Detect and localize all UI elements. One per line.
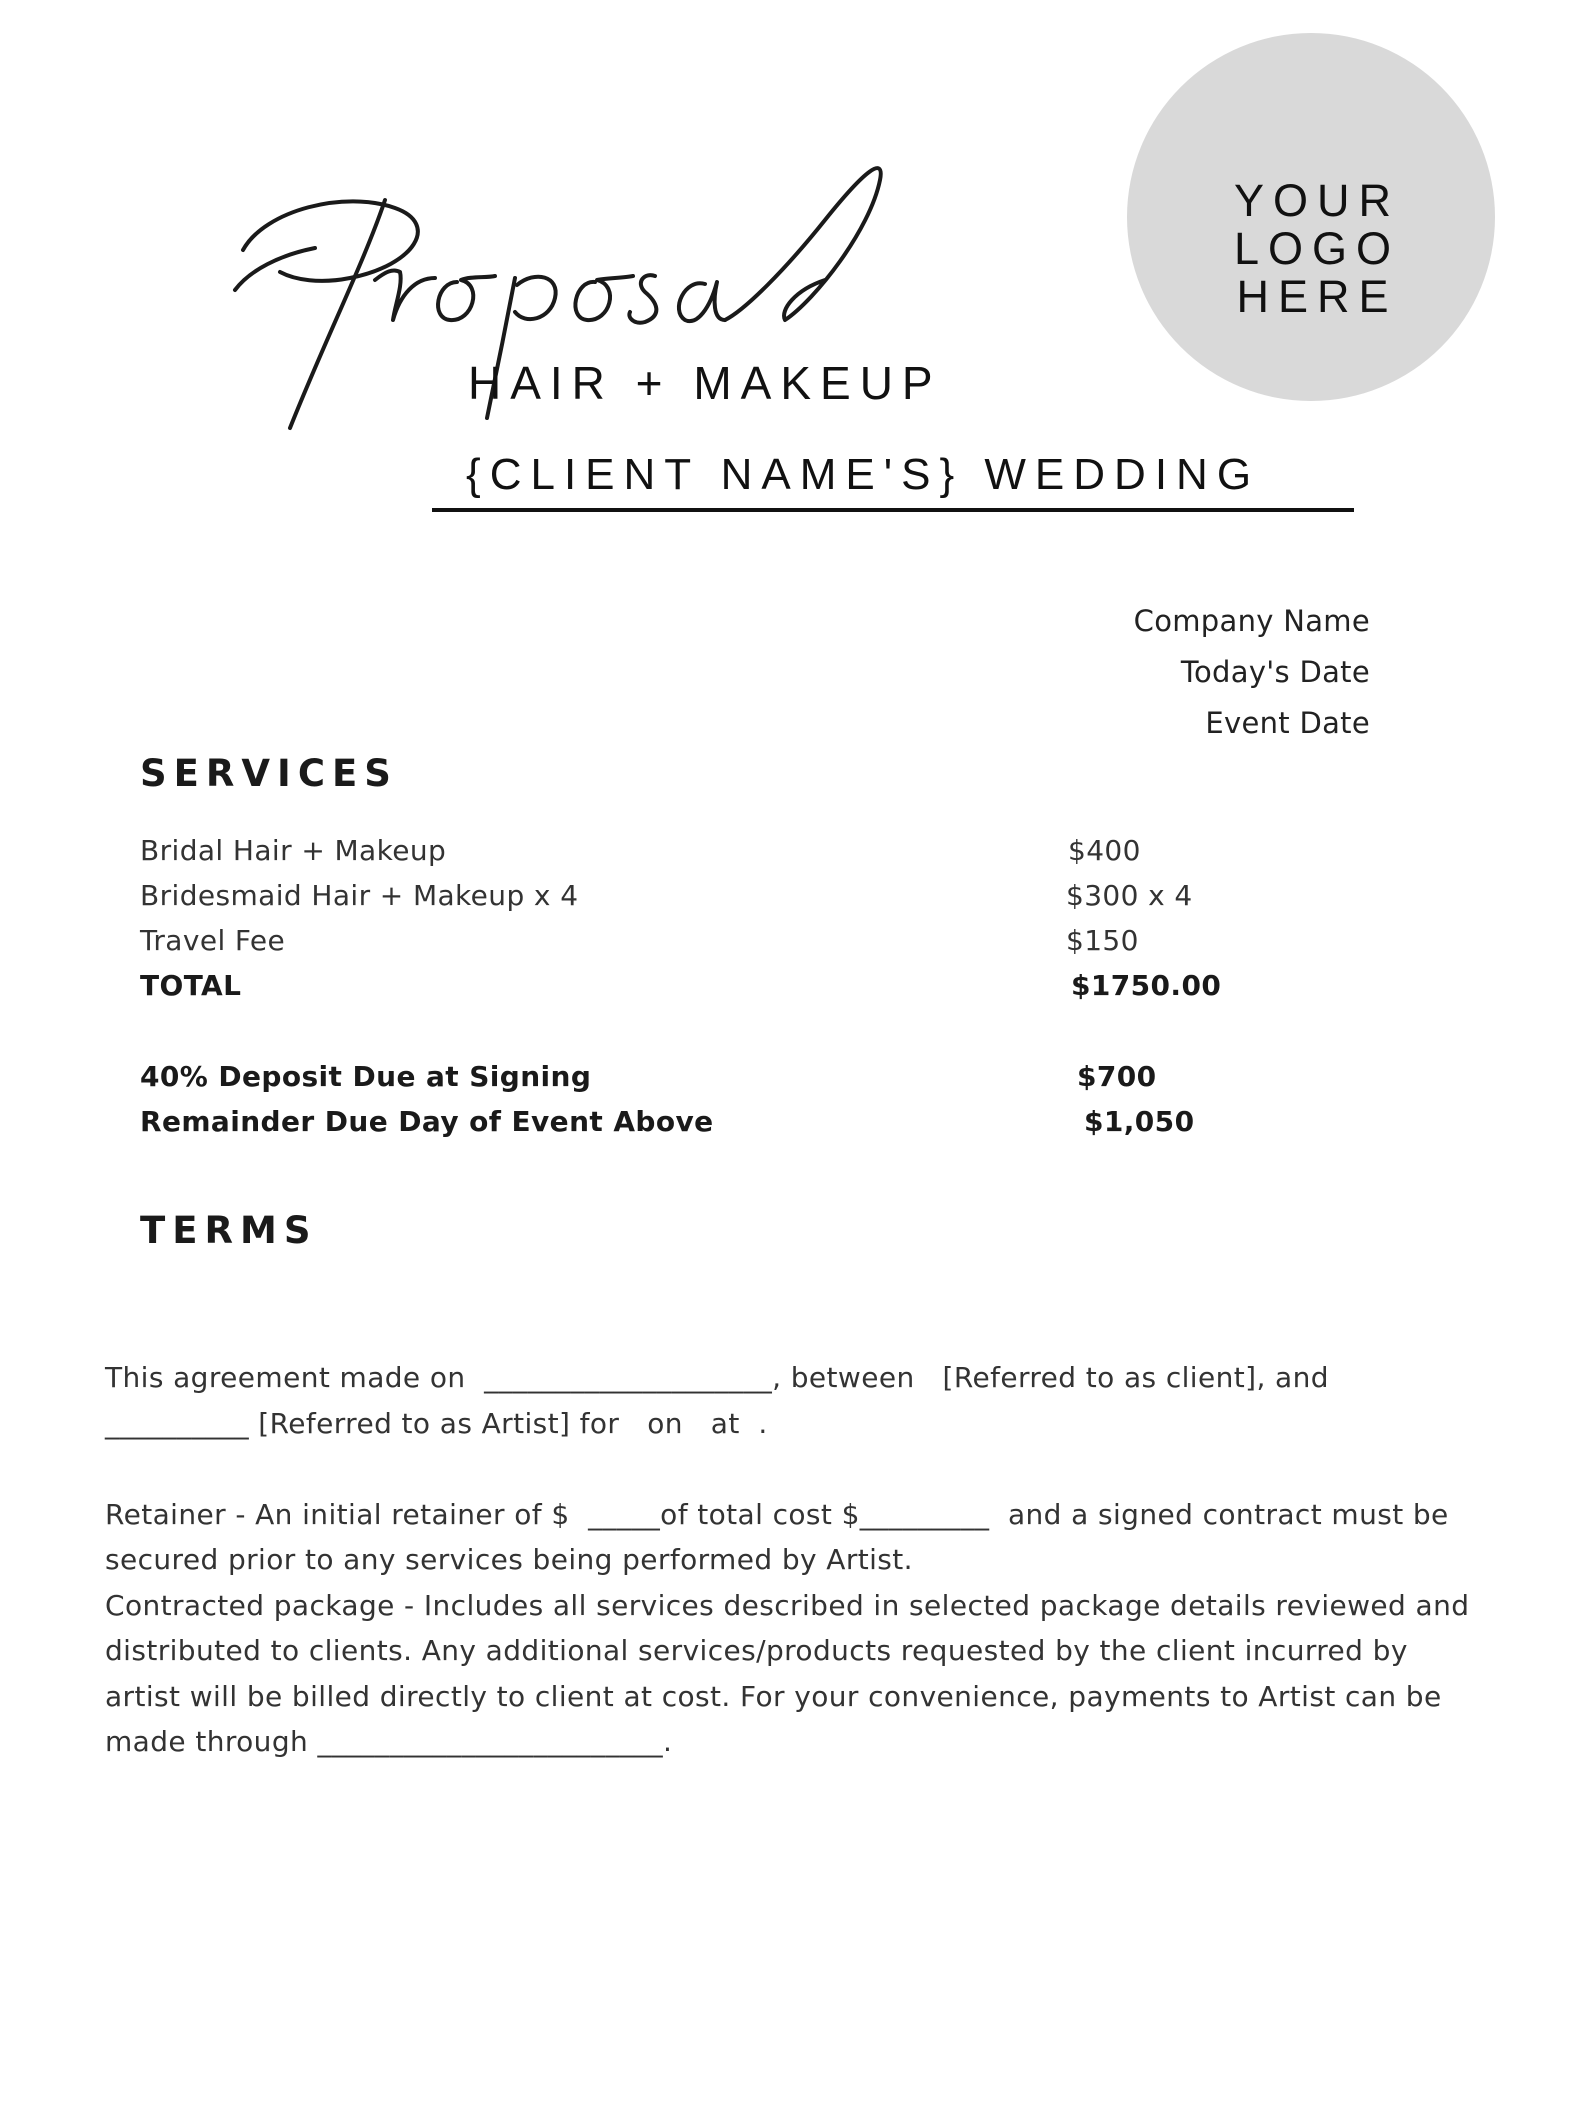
deposit-price: $700 <box>1077 1060 1157 1093</box>
terms-heading: TERMS <box>140 1209 318 1252</box>
proposal-subtitle: HAIR + MAKEUP <box>468 357 942 409</box>
terms-line: Retainer - An initial retainer of $ _____of total cost $_________ and a signed contract must be <box>105 1498 1449 1531</box>
terms-line: distributed to clients. Any additional services/products requested by the client incurred by <box>105 1634 1408 1667</box>
services-heading: SERVICES <box>140 752 398 795</box>
terms-line: This agreement made on ____________________, between [Referred to as client], and <box>105 1361 1329 1394</box>
company-name: Company Name <box>1133 604 1370 638</box>
terms-line: Contracted package - Includes all services described in selected package details reviewed and <box>105 1589 1470 1622</box>
logo-placeholder <box>1127 33 1495 401</box>
logo-text-line-3: HERE <box>1236 271 1398 322</box>
todays-date: Today's Date <box>1180 655 1370 689</box>
service-item-price: $150 <box>1066 924 1139 957</box>
service-item-label: Travel Fee <box>140 924 286 957</box>
event-date: Event Date <box>1205 706 1370 740</box>
remainder-label: Remainder Due Day of Event Above <box>140 1105 714 1138</box>
heading-underline <box>432 508 1354 512</box>
total-price: $1750.00 <box>1071 969 1222 1002</box>
service-item-label: Bridesmaid Hair + Makeup x 4 <box>140 879 579 912</box>
service-item-price: $400 <box>1068 834 1141 867</box>
terms-line: made through ________________________. <box>105 1725 673 1758</box>
terms-line: secured prior to any services being performed by Artist. <box>105 1543 913 1576</box>
remainder-price: $1,050 <box>1084 1105 1195 1138</box>
terms-line: __________ [Referred to as Artist] for on at . <box>105 1407 768 1440</box>
service-item-label: Bridal Hair + Makeup <box>140 834 447 867</box>
total-label: TOTAL <box>140 969 242 1002</box>
logo-text-line-2: LOGO <box>1233 223 1401 274</box>
service-item-price: $300 x 4 <box>1066 879 1193 912</box>
client-wedding-heading: {CLIENT NAME'S} WEDDING <box>466 450 1261 499</box>
terms-line: artist will be billed directly to client at cost. For your convenience, payments to Artist can be <box>105 1680 1442 1713</box>
deposit-label: 40% Deposit Due at Signing <box>140 1060 592 1093</box>
logo-text-line-1: YOUR <box>1233 175 1400 226</box>
